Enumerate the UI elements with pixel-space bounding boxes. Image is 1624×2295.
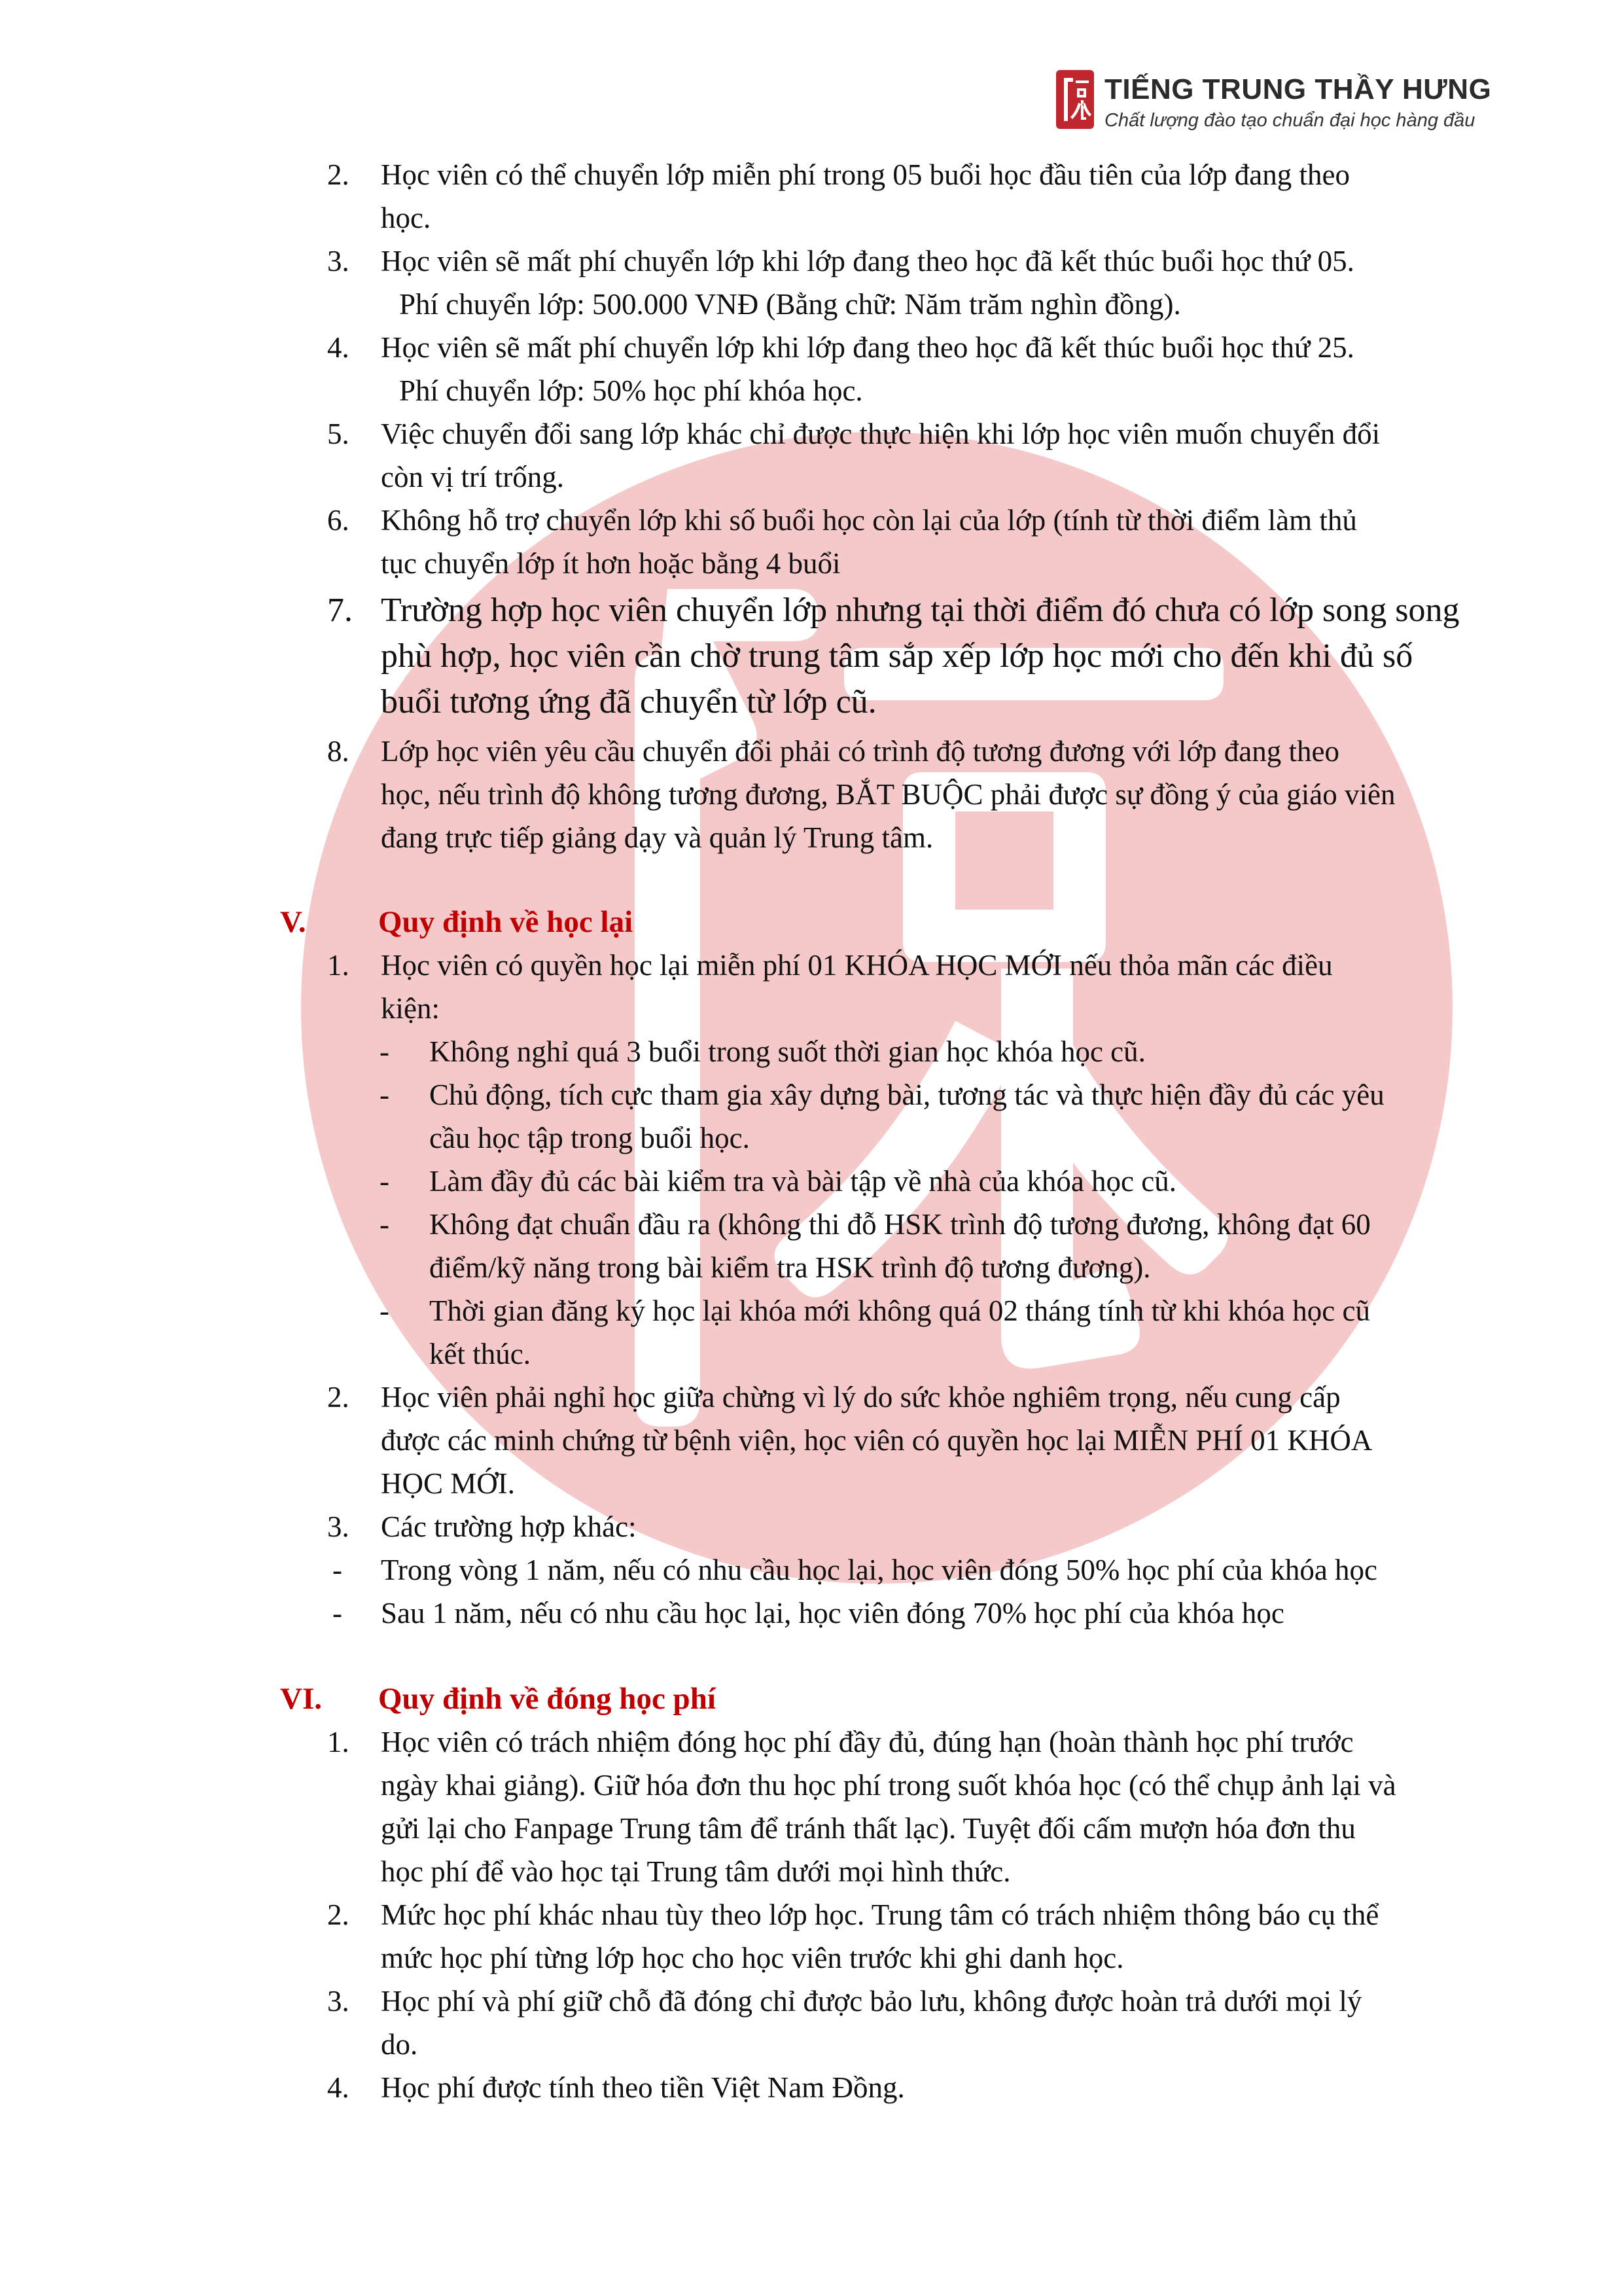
- list-number: 4.: [327, 2071, 349, 2104]
- bullet-dash: -: [380, 1165, 389, 1198]
- list-item: Mức học phí khác nhau tùy theo lớp học. Trung tâm có trách nhiệm thông báo cụ thể mức học phí từng lớp học cho học viên trước khi ghi danh học.: [381, 1898, 1379, 1974]
- brand-name: TIẾNG TRUNG THẦY HƯNG: [1104, 73, 1492, 105]
- list-item: Học viên sẽ mất phí chuyển lớp khi lớp đang theo học đã kết thúc buổi học thứ 25. Phí chuyển lớp: 50% học phí khóa học.: [381, 331, 1354, 407]
- section-title: Quy định về đóng học phí: [378, 1682, 716, 1716]
- brand-tagline: Chất lượng đào tạo chuẩn đại học hàng đầu: [1104, 110, 1475, 131]
- other-case-item: Trong vòng 1 năm, nếu có nhu cầu học lại, học viên đóng 50% học phí của khóa học: [381, 1554, 1378, 1586]
- other-case-item: Sau 1 năm, nếu có nhu cầu học lại, học viên đóng 70% học phí của khóa học: [381, 1597, 1284, 1629]
- list-item: Lớp học viên yêu cầu chuyển đổi phải có trình độ tương đương với lớp đang theo học, nếu trình độ không tương đương, BẮT BUỘC phải được sự đồng ý của giáo viên đang trực tiếp giảng dạy và quản lý Trung tâm.: [381, 735, 1396, 854]
- list-item: Việc chuyển đổi sang lớp khác chỉ được thực hiện khi lớp học viên muốn chuyển đổi còn vị trí trống.: [381, 418, 1381, 493]
- list-item: Học viên có thể chuyển lớp miễn phí trong 05 buổi học đầu tiên của lớp đang theo học.: [381, 158, 1350, 234]
- list-item: Học phí và phí giữ chỗ đã đóng chỉ được bảo lưu, không được hoàn trả dưới mọi lý do.: [381, 1985, 1362, 2061]
- condition-item: Làm đầy đủ các bài kiểm tra và bài tập về nhà của khóa học cũ.: [429, 1165, 1177, 1198]
- list-number: 6.: [327, 504, 349, 537]
- bullet-dash: -: [380, 1078, 389, 1111]
- bullet-dash: -: [380, 1294, 389, 1327]
- header-logo: [1013, 39, 1536, 137]
- list-item: Các trường hợp khác:: [381, 1510, 637, 1543]
- list-item: Học phí được tính theo tiền Việt Nam Đồng.: [381, 2071, 905, 2104]
- section-number: V.: [280, 905, 306, 939]
- bullet-dash: -: [332, 1597, 342, 1629]
- section-number: VI.: [280, 1682, 322, 1716]
- condition-item: Chủ động, tích cực tham gia xây dựng bài, tương tác và thực hiện đầy đủ các yêu cầu học tập trong buổi học.: [429, 1078, 1385, 1154]
- condition-item: Thời gian đăng ký học lại khóa mới không quá 02 tháng tính từ khi khóa học cũ kết thúc.: [429, 1294, 1370, 1370]
- list-number: 8.: [327, 735, 349, 768]
- list-number: 2.: [327, 1381, 349, 1414]
- condition-item: Không nghỉ quá 3 buổi trong suốt thời gian học khóa học cũ.: [429, 1035, 1146, 1068]
- list-number: 3.: [327, 1985, 349, 2018]
- bullet-dash: -: [380, 1208, 389, 1241]
- list-number: 3.: [327, 245, 349, 277]
- list-number: 1.: [327, 1726, 349, 1758]
- bullet-dash: -: [332, 1554, 342, 1586]
- condition-item: Không đạt chuẩn đầu ra (không thi đỗ HSK trình độ tương đương, không đạt 60 điểm/kỹ năng trong bài kiểm tra HSK trình độ tương đương).: [429, 1208, 1371, 1284]
- list-item: Học viên phải nghỉ học giữa chừng vì lý do sức khỏe nghiêm trọng, nếu cung cấp được các minh chứng từ bệnh viện, học viên có quyền học lại MIỄN PHÍ 01 KHÓA HỌC MỚI.: [381, 1381, 1373, 1500]
- list-item: Học viên sẽ mất phí chuyển lớp khi lớp đang theo học đã kết thúc buổi học thứ 05. Phí chuyển lớp: 500.000 VNĐ (Bằng chữ: Năm trăm nghìn đồng).: [381, 245, 1354, 321]
- bullet-dash: -: [380, 1035, 389, 1068]
- list-number: 3.: [327, 1510, 349, 1543]
- list-number: 7.: [327, 592, 353, 629]
- list-number: 1.: [327, 949, 349, 982]
- list-item: Học viên có quyền học lại miễn phí 01 KHÓA HỌC MỚI nếu thỏa mãn các điều kiện:: [381, 949, 1333, 1025]
- list-number: 2.: [327, 158, 349, 191]
- list-item: Không hỗ trợ chuyển lớp khi số buổi học còn lại của lớp (tính từ thời điểm làm thủ tục chuyển lớp ít hơn hoặc bằng 4 buổi: [381, 504, 1357, 580]
- list-number: 5.: [327, 418, 349, 450]
- list-item: Trường hợp học viên chuyển lớp nhưng tại thời điểm đó chưa có lớp song song phù hợp, học viên cần chờ trung tâm sắp xếp lớp học mới cho đến khi đủ số buổi tương ứng đã chuyển từ lớp cũ.: [381, 592, 1460, 721]
- list-number: 4.: [327, 331, 349, 364]
- section-title: Quy định về học lại: [378, 905, 633, 939]
- list-number: 2.: [327, 1898, 349, 1931]
- brand-logo-icon: [1056, 70, 1094, 129]
- list-item: Học viên có trách nhiệm đóng học phí đầy đủ, đúng hạn (hoàn thành học phí trước ngày khai giảng). Giữ hóa đơn thu học phí trong suốt khóa học (có thể chụp ảnh lại và gửi lại cho Fanpage Trung tâm để tránh thất lạc). Tuyệt đối cấm mượn hóa đơn thu học phí để vào học tại Trung tâm dưới mọi hình thức.: [381, 1726, 1396, 1888]
